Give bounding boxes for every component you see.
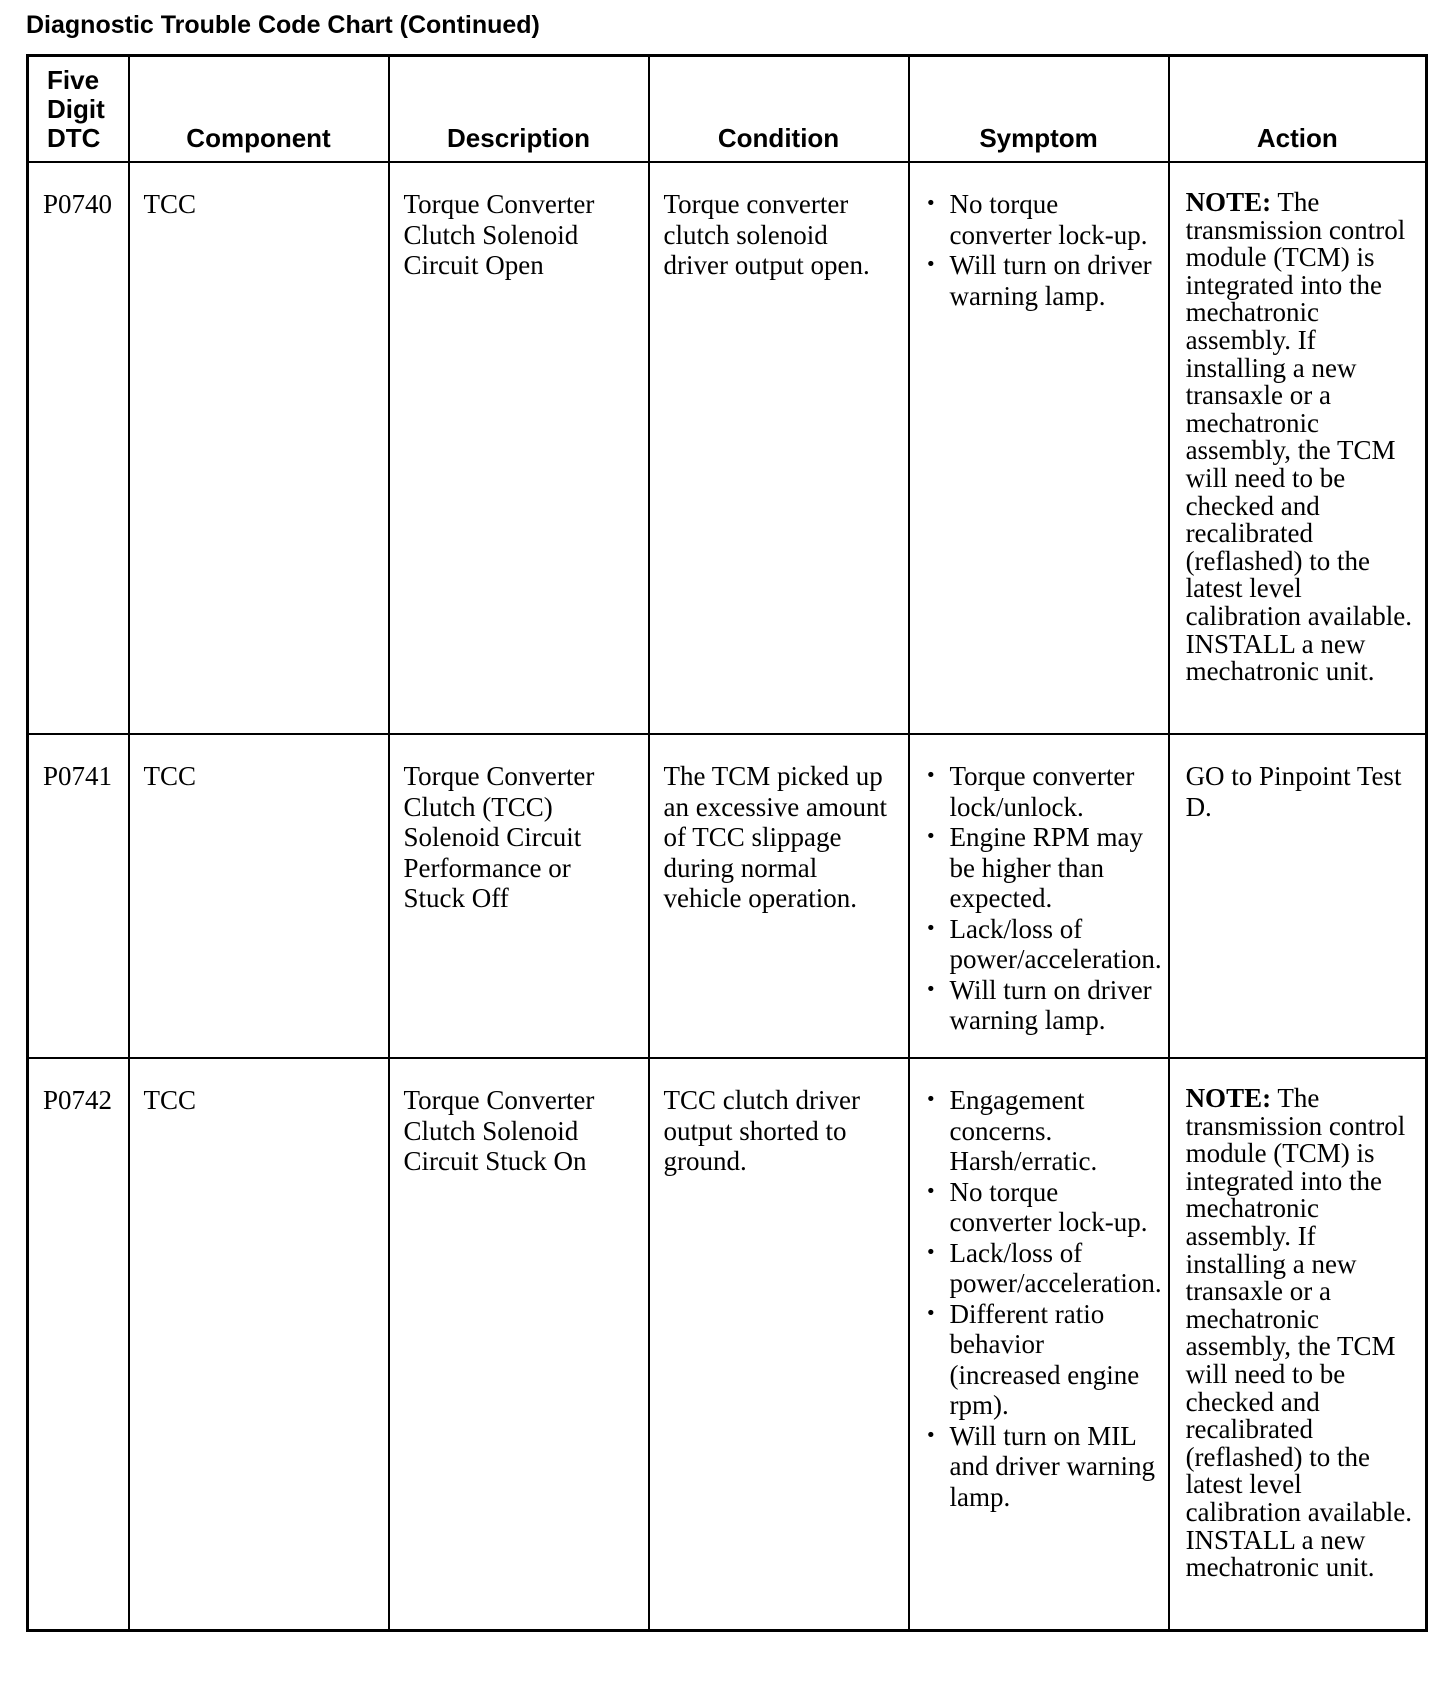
symptom-item <box>924 1299 1158 1421</box>
header-component: Component <box>129 56 389 163</box>
description-cell: Torque Converter Clutch Solenoid Circuit Open <box>389 162 649 734</box>
action-cell <box>1169 734 1427 1058</box>
action-instruction: GO to Pinpoint Test D. <box>1185 761 1402 822</box>
symptom-text: Torque converter lock/unlock. <box>949 761 1135 822</box>
symptom-text: Will turn on MIL and driver warning lamp. <box>949 1420 1155 1512</box>
note-text: The transmission control module (TCM) is integrated into the mechatronic assembly. If installing a new transaxle or a mechatronic assembly, the TCM will need to be checked and recalibrated (reflashed) to the latest level calibration available. <box>1185 1083 1412 1527</box>
symptom-item <box>924 913 1162 975</box>
note-text: The transmission control module (TCM) is integrated into the mechatronic assembly. If installing a new transaxle or a mechatronic assembly, the TCM will need to be checked and recalibrated (reflashed) to the latest level calibration available. <box>1185 187 1412 631</box>
condition-cell: Torque converter clutch solenoid driver output open. <box>649 162 909 734</box>
symptom-item <box>924 1421 1158 1513</box>
bullet-icon: • <box>925 1241 937 1263</box>
symptom-list <box>924 1085 1162 1512</box>
action-instruction: INSTALL a new mechatronic unit. <box>1185 628 1375 687</box>
symptom-item <box>924 1085 1158 1177</box>
symptom-cell <box>909 162 1169 734</box>
symptom-cell <box>909 734 1169 1058</box>
bullet-icon: • <box>925 1424 937 1446</box>
condition-cell: TCC clutch driver output shorted to ground. <box>649 1058 909 1631</box>
component-cell: TCC <box>129 1058 389 1631</box>
bullet-icon: • <box>925 826 937 847</box>
symptom-text: Will turn on driver warning lamp. <box>949 250 1152 311</box>
condition-cell: The TCM picked up an excessive amount of TCC slippage during normal vehicle operation. <box>649 734 909 1058</box>
action-cell <box>1169 1058 1427 1631</box>
header-action: Action <box>1169 56 1427 163</box>
bullet-icon: • <box>925 1180 937 1202</box>
symptom-list <box>924 189 1158 311</box>
table-row <box>28 162 1427 734</box>
note-label: NOTE: <box>1185 1083 1272 1113</box>
dtc-code: P0742 <box>28 1058 129 1631</box>
bullet-icon: • <box>925 917 937 939</box>
symptom-item <box>924 975 1158 1036</box>
symptom-text: Engagement concerns. Harsh/erratic. <box>949 1085 1098 1176</box>
symptom-text: Lack/loss of power/acceleration. <box>949 913 1162 974</box>
dtc-table <box>26 54 1428 1632</box>
description-cell: Torque Converter Clutch (TCC) Solenoid Circuit Performance or Stuck Off <box>389 734 649 1058</box>
symptom-item <box>924 189 1158 250</box>
bullet-icon: • <box>925 978 937 1000</box>
bullet-icon: • <box>925 765 937 786</box>
symptom-text: No torque converter lock-up. <box>949 1176 1148 1237</box>
symptom-item <box>924 250 1158 311</box>
symptom-text: No torque converter lock-up. <box>949 189 1148 250</box>
dtc-code: P0740 <box>28 162 129 734</box>
bullet-icon: • <box>925 254 937 275</box>
dtc-code: P0741 <box>28 734 129 1058</box>
symptom-text: Engine RPM may be higher than expected. <box>949 822 1144 913</box>
component-cell: TCC <box>129 162 389 734</box>
symptom-item <box>924 761 1158 822</box>
page-title: Diagnostic Trouble Code Chart (Continued) <box>26 11 540 39</box>
action-instruction: INSTALL a new mechatronic unit. <box>1185 1524 1375 1583</box>
bullet-icon: • <box>925 193 937 214</box>
symptom-item <box>924 1237 1162 1299</box>
symptom-list <box>924 761 1162 1036</box>
symptom-text: Will turn on driver warning lamp. <box>949 974 1152 1035</box>
table-header-row <box>28 56 1427 163</box>
component-cell: TCC <box>129 734 389 1058</box>
header-symptom: Symptom <box>909 56 1169 163</box>
symptom-cell <box>909 1058 1169 1631</box>
symptom-item <box>924 1177 1158 1238</box>
header-description: Description <box>389 56 649 163</box>
symptom-text: Different ratio behavior (increased engine rpm). <box>949 1298 1140 1420</box>
bullet-icon: • <box>925 1089 937 1110</box>
symptom-item <box>924 822 1158 914</box>
symptom-text: Lack/loss of power/acceleration. <box>949 1237 1162 1298</box>
bullet-icon: • <box>925 1302 937 1324</box>
note-label: NOTE: <box>1185 187 1272 217</box>
header-condition: Condition <box>649 56 909 163</box>
table-row <box>28 1058 1427 1631</box>
description-cell: Torque Converter Clutch Solenoid Circuit Stuck On <box>389 1058 649 1631</box>
table-row <box>28 734 1427 1058</box>
action-cell <box>1169 162 1427 734</box>
header-dtc: Five Digit DTC <box>28 56 129 163</box>
